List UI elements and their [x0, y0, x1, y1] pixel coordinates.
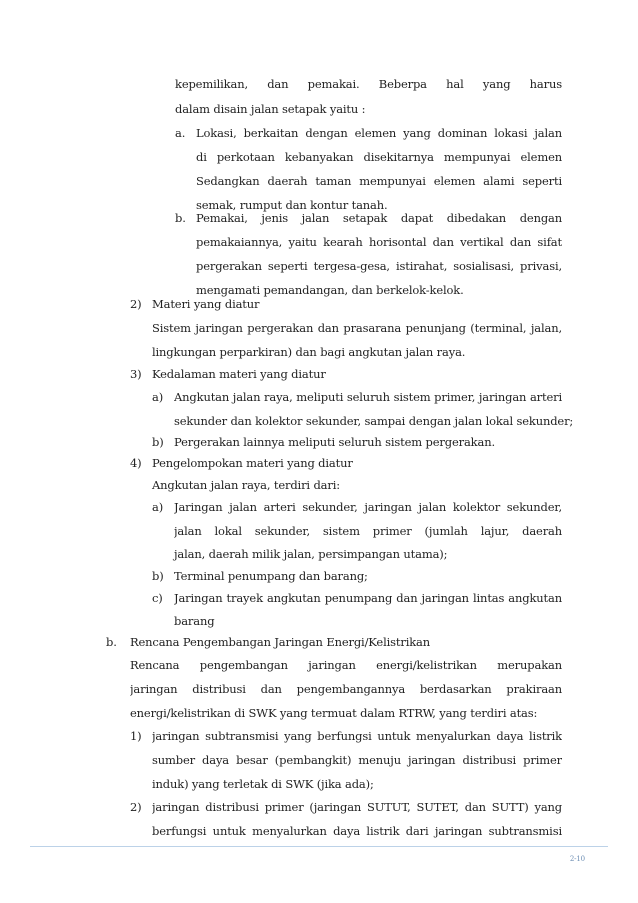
body-line: semak, rumput dan kontur tanah. — [196, 198, 388, 212]
list-marker: a) — [152, 500, 164, 514]
body-line: pemakaiannya, yaitu kearah horisontal dan vertikal dan sifat — [196, 235, 562, 249]
body-line: Terminal penumpang dan barang; — [174, 569, 368, 583]
list-marker: 2) — [130, 297, 142, 311]
body-line: Pergerakan lainnya meliputi seluruh sistem pergerakan. — [174, 435, 495, 449]
body-line: lingkungan perparkiran) dan bagi angkutan jalan raya. — [152, 345, 466, 359]
body-line: induk) yang terletak di SWK (jika ada); — [152, 777, 374, 791]
list-marker: c) — [152, 591, 163, 605]
list-marker: 2) — [130, 800, 142, 814]
body-line: Lokasi, berkaitan dengan elemen yang dominan lokasi jalan — [196, 126, 562, 140]
body-line: Jaringan trayek angkutan penumpang dan jaringan lintas angkutan — [174, 591, 562, 605]
body-line: pergerakan seperti tergesa-gesa, istirahat, sosialisasi, privasi, — [196, 259, 562, 273]
footer-divider — [30, 846, 608, 847]
body-line: barang — [174, 614, 215, 628]
section-title: Rencana Pengembangan Jaringan Energi/Kelistrikan — [130, 635, 431, 649]
body-line: di perkotaan kebanyakan disekitarnya mempunyai elemen — [196, 150, 562, 164]
page-number: 2-10 — [569, 855, 585, 863]
body-line: berfungsi untuk menyalurkan daya listrik dari jaringan subtransmisi — [152, 824, 562, 838]
body-line: Jaringan jalan arteri sekunder, jaringan jalan kolektor sekunder, — [174, 500, 562, 514]
list-item-title: Materi yang diatur — [152, 297, 260, 311]
body-line: dalam disain jalan setapak yaitu : — [175, 102, 366, 116]
list-item-title: Kedalaman materi yang diatur — [152, 367, 326, 381]
list-marker: b. — [175, 211, 186, 225]
body-line: kepemilikan, dan pemakai. Beberpa hal yang harus — [175, 77, 562, 91]
body-line: sumber daya besar (pembangkit) menuju jaringan distribusi primer — [152, 753, 562, 767]
body-line: jalan, daerah milik jalan, persimpangan utama); — [174, 547, 448, 561]
list-item-title: Pengelompokan materi yang diatur — [152, 456, 353, 470]
body-line: Rencana pengembangan jaringan energi/kelistrikan merupakan — [130, 658, 562, 672]
body-line: Angkutan jalan raya, terdiri dari: — [152, 478, 340, 492]
body-line: sekunder dan kolektor sekunder, sampai dengan jalan lokal sekunder; — [174, 414, 574, 428]
body-line: Sistem jaringan pergerakan dan prasarana penunjang (terminal, jalan, — [152, 321, 562, 335]
section-marker: b. — [106, 635, 117, 649]
body-line: jaringan distribusi dan pengembangannya berdasarkan prakiraan — [130, 682, 562, 696]
list-marker: 4) — [130, 456, 142, 470]
body-line: Pemakai, jenis jalan setapak dapat dibedakan dengan — [196, 211, 562, 225]
list-marker: a) — [152, 390, 164, 404]
body-line: jalan lokal sekunder, sistem primer (jumlah lajur, daerah — [174, 524, 562, 538]
list-marker: b) — [152, 435, 164, 449]
body-line: energi/kelistrikan di SWK yang termuat dalam RTRW, yang terdiri atas: — [130, 706, 538, 720]
body-line: mengamati pemandangan, dan berkelok-kelok. — [196, 283, 464, 297]
body-line: Angkutan jalan raya, meliputi seluruh sistem primer, jaringan arteri — [174, 390, 562, 404]
list-marker: a. — [175, 126, 186, 140]
body-line: jaringan subtransmisi yang berfungsi untuk menyalurkan daya listrik — [152, 729, 562, 743]
list-marker: 3) — [130, 367, 142, 381]
list-marker: 1) — [130, 729, 142, 743]
body-line: Sedangkan daerah taman mempunyai elemen alami seperti — [196, 174, 562, 188]
body-line: jaringan distribusi primer (jaringan SUTUT, SUTET, dan SUTT) yang — [152, 800, 562, 814]
list-marker: b) — [152, 569, 164, 583]
